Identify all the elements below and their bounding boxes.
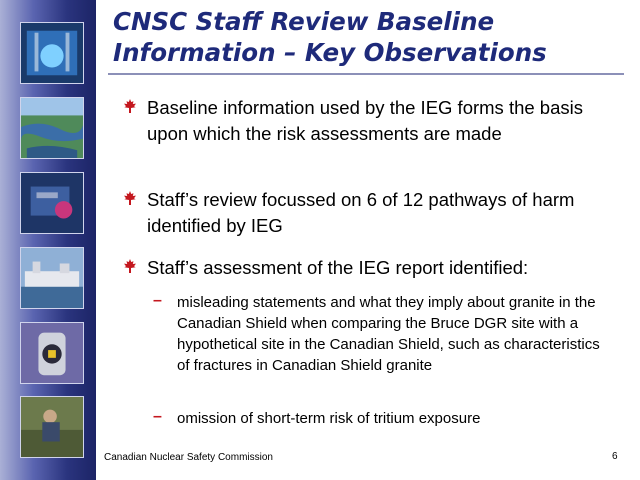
sidebar-photo-strip <box>0 0 96 480</box>
robot-equipment-photo <box>20 172 84 234</box>
maple-leaf-icon <box>123 259 137 273</box>
bullet-text: Staff’s assessment of the IEG report identified: <box>147 257 529 278</box>
dash-marker: – <box>153 292 162 309</box>
page-number: 6 <box>612 451 618 462</box>
slide-title: CNSC Staff Review Baseline Information – Key Observations <box>113 7 547 67</box>
title-divider <box>108 73 624 75</box>
footer-organization: Canadian Nuclear Safety Commission <box>104 452 273 463</box>
maple-leaf-icon <box>123 191 137 205</box>
dash-marker: – <box>153 408 162 425</box>
field-worker-photo <box>20 396 84 458</box>
instrument-device-photo <box>20 322 84 384</box>
lake-aerial-photo <box>20 97 84 159</box>
maple-leaf-icon <box>123 99 137 113</box>
reactor-pool-photo <box>20 22 84 84</box>
power-plant-photo <box>20 247 84 309</box>
sub-bullet-text: omission of short-term risk of tritium exposure <box>177 410 481 427</box>
bullet-text: Staff’s review focussed on 6 of 12 pathways of harm identified by IEG <box>147 189 575 236</box>
sub-bullet-text: misleading statements and what they imply about granite in the Canadian Shield when comparing the Bruce DGR site with a hypothetical site in the Canadian Shield, such as characteristics of fractures in Canadian Shield granite <box>177 294 600 374</box>
bullet-text: Baseline information used by the IEG forms the basis upon which the risk assessments are made <box>147 97 583 144</box>
